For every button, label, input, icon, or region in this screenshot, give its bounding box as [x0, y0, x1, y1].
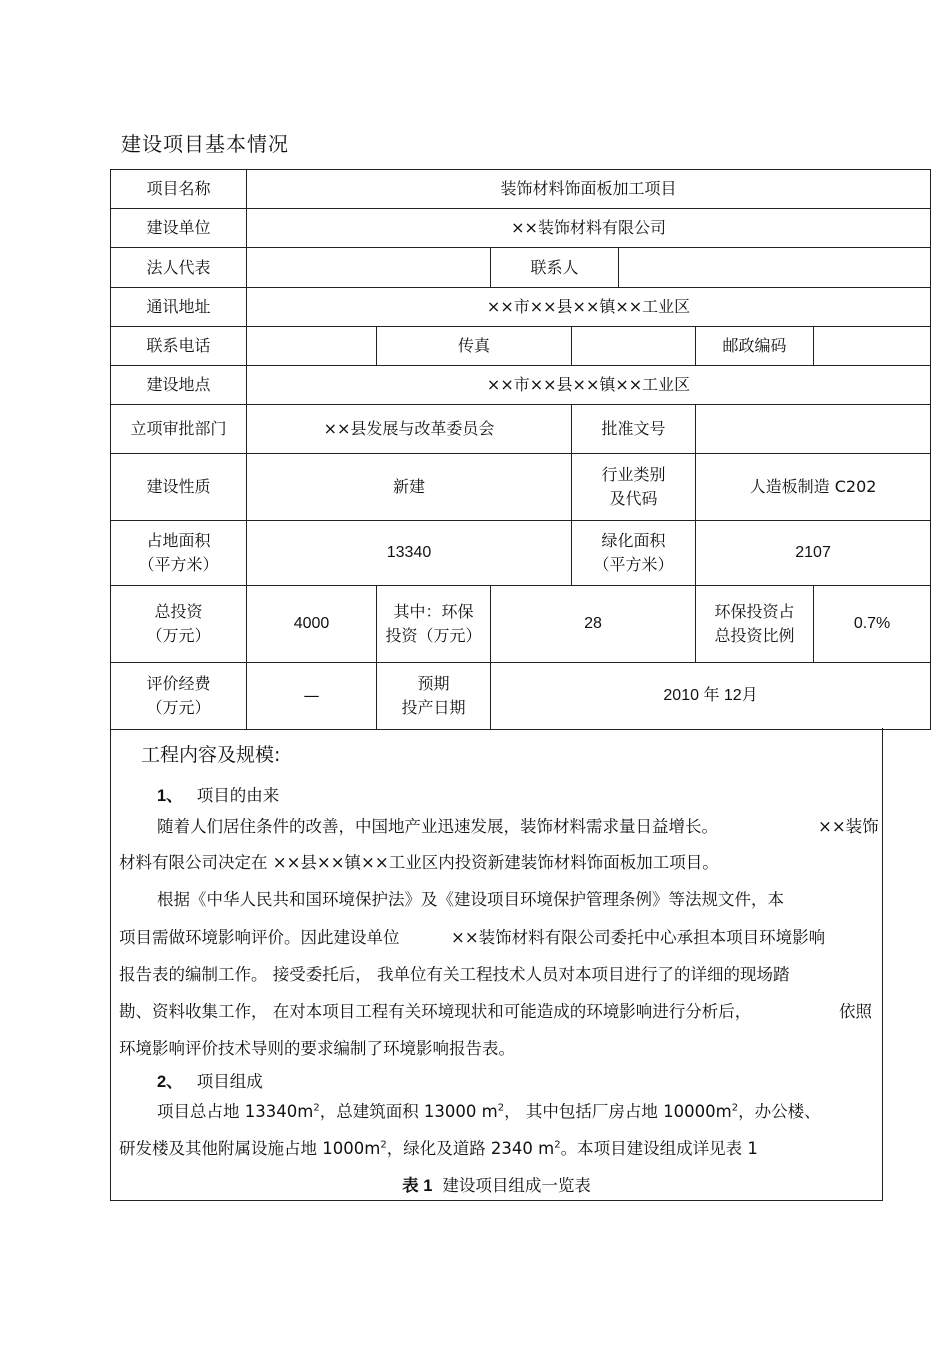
area-label: 占地面积 （平方米）: [111, 521, 247, 586]
industry: 人造板制造 C202: [696, 454, 931, 521]
invest-label: 总投资 （万元）: [111, 586, 247, 663]
project-info-table: [110, 169, 931, 730]
env-invest-label: 其中：环保 投资（万元）: [377, 586, 491, 663]
para2-line4: 勘、资料收集工作， 在对本项目工程有关环境现状和可能造成的环境影响进行分析后，: [119, 1002, 752, 1021]
site-label: 建设地点: [111, 366, 247, 405]
table-caption: 表 1 建设项目组成一览表: [402, 1176, 591, 1195]
page-title: 建设项目基本情况: [121, 132, 289, 156]
approval-no: [696, 405, 931, 454]
heading-origin: 1、 项目的由来: [157, 786, 280, 805]
env-ratio-label: 环保投资占 总投资比例: [696, 586, 814, 663]
para2-line4-tail: 依照: [839, 1002, 872, 1021]
prod-date: 2010 年 12月: [491, 663, 931, 730]
para1-line1-tail: ××装饰: [818, 817, 879, 836]
eval-fee-label: 评价经费 （万元）: [111, 663, 247, 730]
project-content-section: [110, 728, 883, 1201]
address: ××市××县××镇××工业区: [247, 288, 931, 327]
para2-line5: 环境影响评价技术导则的要求编制了环境影响报告表。: [119, 1039, 515, 1058]
para1-line1: 随着人们居住条件的改善，中国地产业迅速发展，装饰材料需求量日益增长。: [157, 817, 718, 836]
para3-line1: 项目总占地 $13340m^2$，总建筑面积 13000 $m^2$， 其中包括厂房占地 $10000m^2$，办公楼、: [157, 1102, 821, 1121]
phone: [247, 327, 377, 366]
contact-label: 联系人: [491, 248, 619, 288]
para3-line2: 研发楼及其他附属设施占地 $1000m^2$，绿化及道路 2340 $m^2$。本项目建设组成详见表 1: [119, 1139, 758, 1158]
green: 2107: [696, 521, 931, 586]
contact: [619, 248, 931, 288]
para2-line2: 项目需做环境影响评价。因此建设单位: [119, 928, 400, 947]
nature: 新建: [247, 454, 572, 521]
project-name-label: 项目名称: [111, 170, 247, 209]
env-invest: 28: [491, 586, 696, 663]
address-label: 通讯地址: [111, 288, 247, 327]
phone-label: 联系电话: [111, 327, 247, 366]
fax-label: 传真: [377, 327, 572, 366]
approval-dept: ××县发展与改革委员会: [247, 405, 572, 454]
env-ratio: 0.7%: [814, 586, 931, 663]
unit: ××装饰材料有限公司: [247, 209, 931, 248]
fax: [572, 327, 696, 366]
legal-rep: [247, 248, 491, 288]
heading-composition: 2、 项目组成: [157, 1072, 263, 1091]
invest: 4000: [247, 586, 377, 663]
para2-line3: 报告表的编制工作。 接受委托后， 我单位有关工程技术人员对本项目进行了的详细的现场踏: [119, 965, 790, 984]
legal-rep-label: 法人代表: [111, 248, 247, 288]
para1-line2: 材料有限公司决定在 ××县××镇××工业区内投资新建装饰材料饰面板加工项目。: [119, 853, 719, 872]
area: 13340: [247, 521, 572, 586]
approval-no-label: 批准文号: [572, 405, 696, 454]
industry-label: 行业类别 及代码: [572, 454, 696, 521]
postcode-label: 邮政编码: [696, 327, 814, 366]
green-label: 绿化面积 （平方米）: [572, 521, 696, 586]
postcode: [814, 327, 931, 366]
para2-line2-tail: ××装饰材料有限公司委托中心承担本项目环境影响: [451, 928, 826, 947]
project-name: 装饰材料饰面板加工项目: [247, 170, 931, 209]
prod-date-label: 预期 投产日期: [377, 663, 491, 730]
unit-label: 建设单位: [111, 209, 247, 248]
eval-fee: —: [247, 663, 377, 730]
nature-label: 建设性质: [111, 454, 247, 521]
section-title: 工程内容及规模:: [141, 744, 281, 766]
para2-line1: 根据《中华人民共和国环境保护法》及《建设项目环境保护管理条例》等法规文件，本: [157, 890, 784, 909]
site: ××市××县××镇××工业区: [247, 366, 931, 405]
approval-dept-label: 立项审批部门: [111, 405, 247, 454]
